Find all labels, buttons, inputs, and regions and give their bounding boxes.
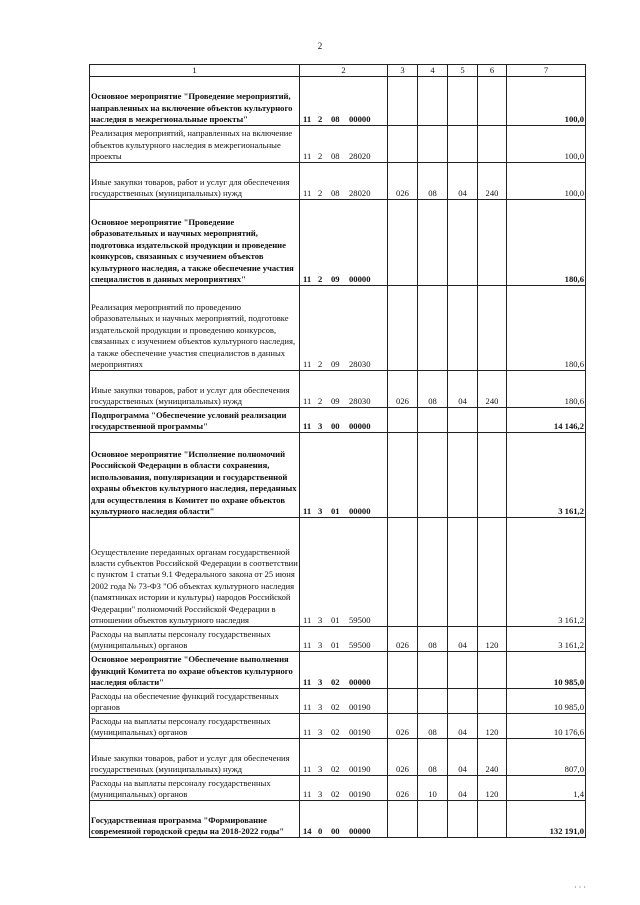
- row-target-code: [300, 627, 388, 652]
- row-name: Основное мероприятие "Проведение образовательных и научных мероприятий, подготовка издательской продукции и проведение конкурсов, связанных с изучением объектов культурного наследия, а также обеспечение участия специалистов в данных мероприятиях": [90, 200, 300, 286]
- header-col-4: 4: [418, 65, 448, 77]
- row-section: [418, 286, 448, 371]
- code-subprogram: 3: [318, 421, 323, 431]
- row-ministry: [388, 200, 418, 286]
- code-subprogram: 3: [318, 789, 323, 799]
- row-subsection: [448, 200, 478, 286]
- code-event: 01: [331, 506, 340, 516]
- row-section: 08: [418, 163, 448, 200]
- row-ministry: 026: [388, 739, 418, 776]
- row-subsection: [448, 652, 478, 689]
- row-target-code: [300, 518, 388, 627]
- row-target-code: [300, 652, 388, 689]
- row-target-code: [300, 286, 388, 371]
- table-row: [90, 518, 586, 627]
- row-name: Государственная программа "Формирование современной городской среды на 2018-2022 годы": [90, 801, 300, 838]
- row-subsection: [448, 689, 478, 714]
- table-header-row: [90, 65, 586, 77]
- table-row: [90, 689, 586, 714]
- code-direction: 28030: [349, 396, 371, 406]
- code-program: 11: [303, 727, 312, 737]
- row-name: Расходы на обеспечение функций государственных органов: [90, 689, 300, 714]
- row-ministry: [388, 801, 418, 838]
- code-subprogram: 2: [318, 396, 323, 406]
- row-ministry: 026: [388, 163, 418, 200]
- row-section: 08: [418, 714, 448, 739]
- code-program: 11: [303, 359, 312, 369]
- code-direction: 00000: [349, 677, 371, 687]
- row-ministry: [388, 433, 418, 518]
- code-direction: 00000: [349, 826, 371, 836]
- row-target-code: [300, 801, 388, 838]
- row-ministry: 026: [388, 627, 418, 652]
- row-name: Основное мероприятие "Обеспечение выполнения функций Комитета по охране объектов культурного наследия области": [90, 652, 300, 689]
- code-program: 11: [303, 702, 312, 712]
- table-row: [90, 77, 586, 126]
- row-subsection: [448, 286, 478, 371]
- row-amount: 180,6: [507, 200, 586, 286]
- row-amount: 132 191,0: [507, 801, 586, 838]
- row-name: Основное мероприятие "Исполнение полномочий Российской Федерации в области сохранения, использования, популяризации и государственной охраны объектов культурного наследия, переданных для осуществления в Комитет по охране объектов культурного наследия области": [90, 433, 300, 518]
- row-name: Подпрограмма "Обеспечение условий реализации государственной программы": [90, 408, 300, 433]
- code-program: 11: [303, 506, 312, 516]
- code-direction: 59500: [349, 640, 371, 650]
- code-direction: 59500: [349, 615, 371, 625]
- code-program: 11: [303, 764, 312, 774]
- code-program: 11: [303, 677, 312, 687]
- code-direction: 00190: [349, 789, 371, 799]
- row-expense-type: [478, 286, 507, 371]
- row-amount: 180,6: [507, 371, 586, 408]
- row-ministry: 026: [388, 371, 418, 408]
- row-name: Иные закупки товаров, работ и услуг для обеспечения государственных (муниципальных) нужд: [90, 739, 300, 776]
- code-direction: 00000: [349, 421, 371, 431]
- row-subsection: 04: [448, 776, 478, 801]
- row-section: [418, 652, 448, 689]
- table-row: [90, 714, 586, 739]
- row-ministry: [388, 652, 418, 689]
- row-amount: 10 985,0: [507, 689, 586, 714]
- row-expense-type: 120: [478, 714, 507, 739]
- row-subsection: [448, 126, 478, 163]
- code-program: 11: [303, 151, 312, 161]
- row-subsection: [448, 408, 478, 433]
- row-target-code: [300, 163, 388, 200]
- row-expense-type: [478, 801, 507, 838]
- row-name: Расходы на выплаты персоналу государственных (муниципальных) органов: [90, 776, 300, 801]
- budget-table: [89, 64, 586, 838]
- table-row: [90, 200, 586, 286]
- code-event: 01: [331, 640, 340, 650]
- code-direction: 00190: [349, 764, 371, 774]
- row-ministry: 026: [388, 714, 418, 739]
- row-target-code: [300, 433, 388, 518]
- code-subprogram: 3: [318, 506, 323, 516]
- row-target-code: [300, 126, 388, 163]
- code-event: 08: [331, 114, 340, 124]
- row-expense-type: [478, 200, 507, 286]
- row-amount: 100,0: [507, 163, 586, 200]
- row-section: [418, 77, 448, 126]
- table-row: [90, 776, 586, 801]
- code-program: 11: [303, 789, 312, 799]
- code-direction: 00000: [349, 114, 371, 124]
- table-row: [90, 371, 586, 408]
- code-subprogram: 0: [318, 826, 323, 836]
- row-expense-type: 240: [478, 739, 507, 776]
- row-target-code: [300, 77, 388, 126]
- row-target-code: [300, 200, 388, 286]
- row-section: [418, 801, 448, 838]
- row-target-code: [300, 371, 388, 408]
- row-expense-type: 240: [478, 371, 507, 408]
- row-subsection: [448, 77, 478, 126]
- code-event: 09: [331, 396, 340, 406]
- row-section: [418, 518, 448, 627]
- row-amount: 3 161,2: [507, 433, 586, 518]
- code-event: 09: [331, 359, 340, 369]
- row-expense-type: [478, 518, 507, 627]
- row-name: Реализация мероприятий, направленных на включение объектов культурного наследия в межрегиональные проекты: [90, 126, 300, 163]
- code-direction: 00000: [349, 274, 371, 284]
- row-ministry: [388, 408, 418, 433]
- code-subprogram: 3: [318, 677, 323, 687]
- code-direction: 00190: [349, 702, 371, 712]
- row-expense-type: [478, 689, 507, 714]
- code-direction: 00190: [349, 727, 371, 737]
- table-row: [90, 652, 586, 689]
- code-program: 14: [303, 826, 312, 836]
- code-subprogram: 2: [318, 114, 323, 124]
- code-event: 02: [331, 727, 340, 737]
- row-subsection: 04: [448, 163, 478, 200]
- code-subprogram: 2: [318, 274, 323, 284]
- row-subsection: 04: [448, 714, 478, 739]
- row-name: Осуществление переданных органам государственной власти субъектов Российской Федерации в соответствии с пунктом 1 статьи 9.1 Федерального закона от 25 июня 2002 года № 73-ФЗ "Об объектах культурного наследия (памятниках истории и культуры) народов Российской Федерации" полномочий Российской Федерации в отношении объектов культурного наследия: [90, 518, 300, 627]
- table-row: [90, 801, 586, 838]
- row-ministry: [388, 77, 418, 126]
- row-expense-type: 120: [478, 627, 507, 652]
- row-section: 08: [418, 371, 448, 408]
- code-program: 11: [303, 640, 312, 650]
- code-subprogram: 3: [318, 702, 323, 712]
- code-program: 11: [303, 188, 312, 198]
- row-target-code: [300, 714, 388, 739]
- code-event: 01: [331, 615, 340, 625]
- header-col-2: 2: [300, 65, 388, 77]
- row-subsection: [448, 433, 478, 518]
- code-event: 02: [331, 702, 340, 712]
- row-name: Расходы на выплаты персоналу государственных (муниципальных) органов: [90, 627, 300, 652]
- row-expense-type: 240: [478, 163, 507, 200]
- code-event: 02: [331, 789, 340, 799]
- row-ministry: [388, 689, 418, 714]
- row-amount: 10 985,0: [507, 652, 586, 689]
- row-section: [418, 126, 448, 163]
- code-event: 00: [331, 421, 340, 431]
- header-col-6: 6: [478, 65, 507, 77]
- table-row: [90, 163, 586, 200]
- code-subprogram: 2: [318, 151, 323, 161]
- row-section: [418, 200, 448, 286]
- row-ministry: [388, 518, 418, 627]
- row-subsection: [448, 518, 478, 627]
- row-subsection: 04: [448, 739, 478, 776]
- row-section: [418, 408, 448, 433]
- code-subprogram: 3: [318, 727, 323, 737]
- row-subsection: 04: [448, 371, 478, 408]
- row-expense-type: [478, 652, 507, 689]
- table-row: [90, 739, 586, 776]
- row-name: Иные закупки товаров, работ и услуг для обеспечения государственных (муниципальных) нужд: [90, 163, 300, 200]
- row-amount: 14 146,2: [507, 408, 586, 433]
- row-amount: 807,0: [507, 739, 586, 776]
- row-amount: 100,0: [507, 126, 586, 163]
- row-section: 10: [418, 776, 448, 801]
- code-direction: 28020: [349, 188, 371, 198]
- row-amount: 3 161,2: [507, 627, 586, 652]
- code-direction: 28020: [349, 151, 371, 161]
- row-amount: 10 176,6: [507, 714, 586, 739]
- row-name: Иные закупки товаров, работ и услуг для обеспечения государственных (муниципальных) нужд: [90, 371, 300, 408]
- table-row: [90, 126, 586, 163]
- code-program: 11: [303, 421, 312, 431]
- code-subprogram: 3: [318, 640, 323, 650]
- row-expense-type: 120: [478, 776, 507, 801]
- row-target-code: [300, 408, 388, 433]
- row-ministry: 026: [388, 776, 418, 801]
- row-section: [418, 689, 448, 714]
- row-amount: 3 161,2: [507, 518, 586, 627]
- page-number: 2: [317, 41, 323, 51]
- code-event: 00: [331, 826, 340, 836]
- row-expense-type: [478, 126, 507, 163]
- row-expense-type: [478, 77, 507, 126]
- row-name: Реализация мероприятий по проведению образовательных и научных мероприятий, подготовке издательской продукции и проведению конкурсов, связанных с изучением объектов культурного наследия, а также обеспечение участия специалистов в данных мероприятиях: [90, 286, 300, 371]
- code-program: 11: [303, 274, 312, 284]
- table-row: [90, 286, 586, 371]
- code-direction: 00000: [349, 506, 371, 516]
- code-direction: 28030: [349, 359, 371, 369]
- row-amount: 180,6: [507, 286, 586, 371]
- row-subsection: 04: [448, 627, 478, 652]
- code-event: 09: [331, 274, 340, 284]
- row-amount: 100,0: [507, 77, 586, 126]
- row-section: 08: [418, 627, 448, 652]
- code-event: 08: [331, 188, 340, 198]
- code-subprogram: 2: [318, 359, 323, 369]
- header-col-7: 7: [507, 65, 586, 77]
- code-event: 02: [331, 677, 340, 687]
- code-event: 08: [331, 151, 340, 161]
- row-expense-type: [478, 433, 507, 518]
- code-program: 11: [303, 114, 312, 124]
- code-event: 02: [331, 764, 340, 774]
- table-row: [90, 408, 586, 433]
- code-program: 11: [303, 615, 312, 625]
- row-amount: 1,4: [507, 776, 586, 801]
- table-row: [90, 627, 586, 652]
- code-subprogram: 3: [318, 615, 323, 625]
- row-expense-type: [478, 408, 507, 433]
- row-section: [418, 433, 448, 518]
- header-col-3: 3: [388, 65, 418, 77]
- row-ministry: [388, 126, 418, 163]
- row-section: 08: [418, 739, 448, 776]
- row-target-code: [300, 689, 388, 714]
- row-name: Расходы на выплаты персоналу государственных (муниципальных) органов: [90, 714, 300, 739]
- corner-mark: · · ·: [574, 883, 586, 892]
- code-subprogram: 2: [318, 188, 323, 198]
- code-program: 11: [303, 396, 312, 406]
- row-ministry: [388, 286, 418, 371]
- header-col-5: 5: [448, 65, 478, 77]
- table-row: [90, 433, 586, 518]
- row-target-code: [300, 776, 388, 801]
- header-col-1: 1: [90, 65, 300, 77]
- row-subsection: [448, 801, 478, 838]
- row-target-code: [300, 739, 388, 776]
- row-name: Основное мероприятие "Проведение мероприятий, направленных на включение объектов культурного наследия в межрегиональные проекты": [90, 77, 300, 126]
- code-subprogram: 3: [318, 764, 323, 774]
